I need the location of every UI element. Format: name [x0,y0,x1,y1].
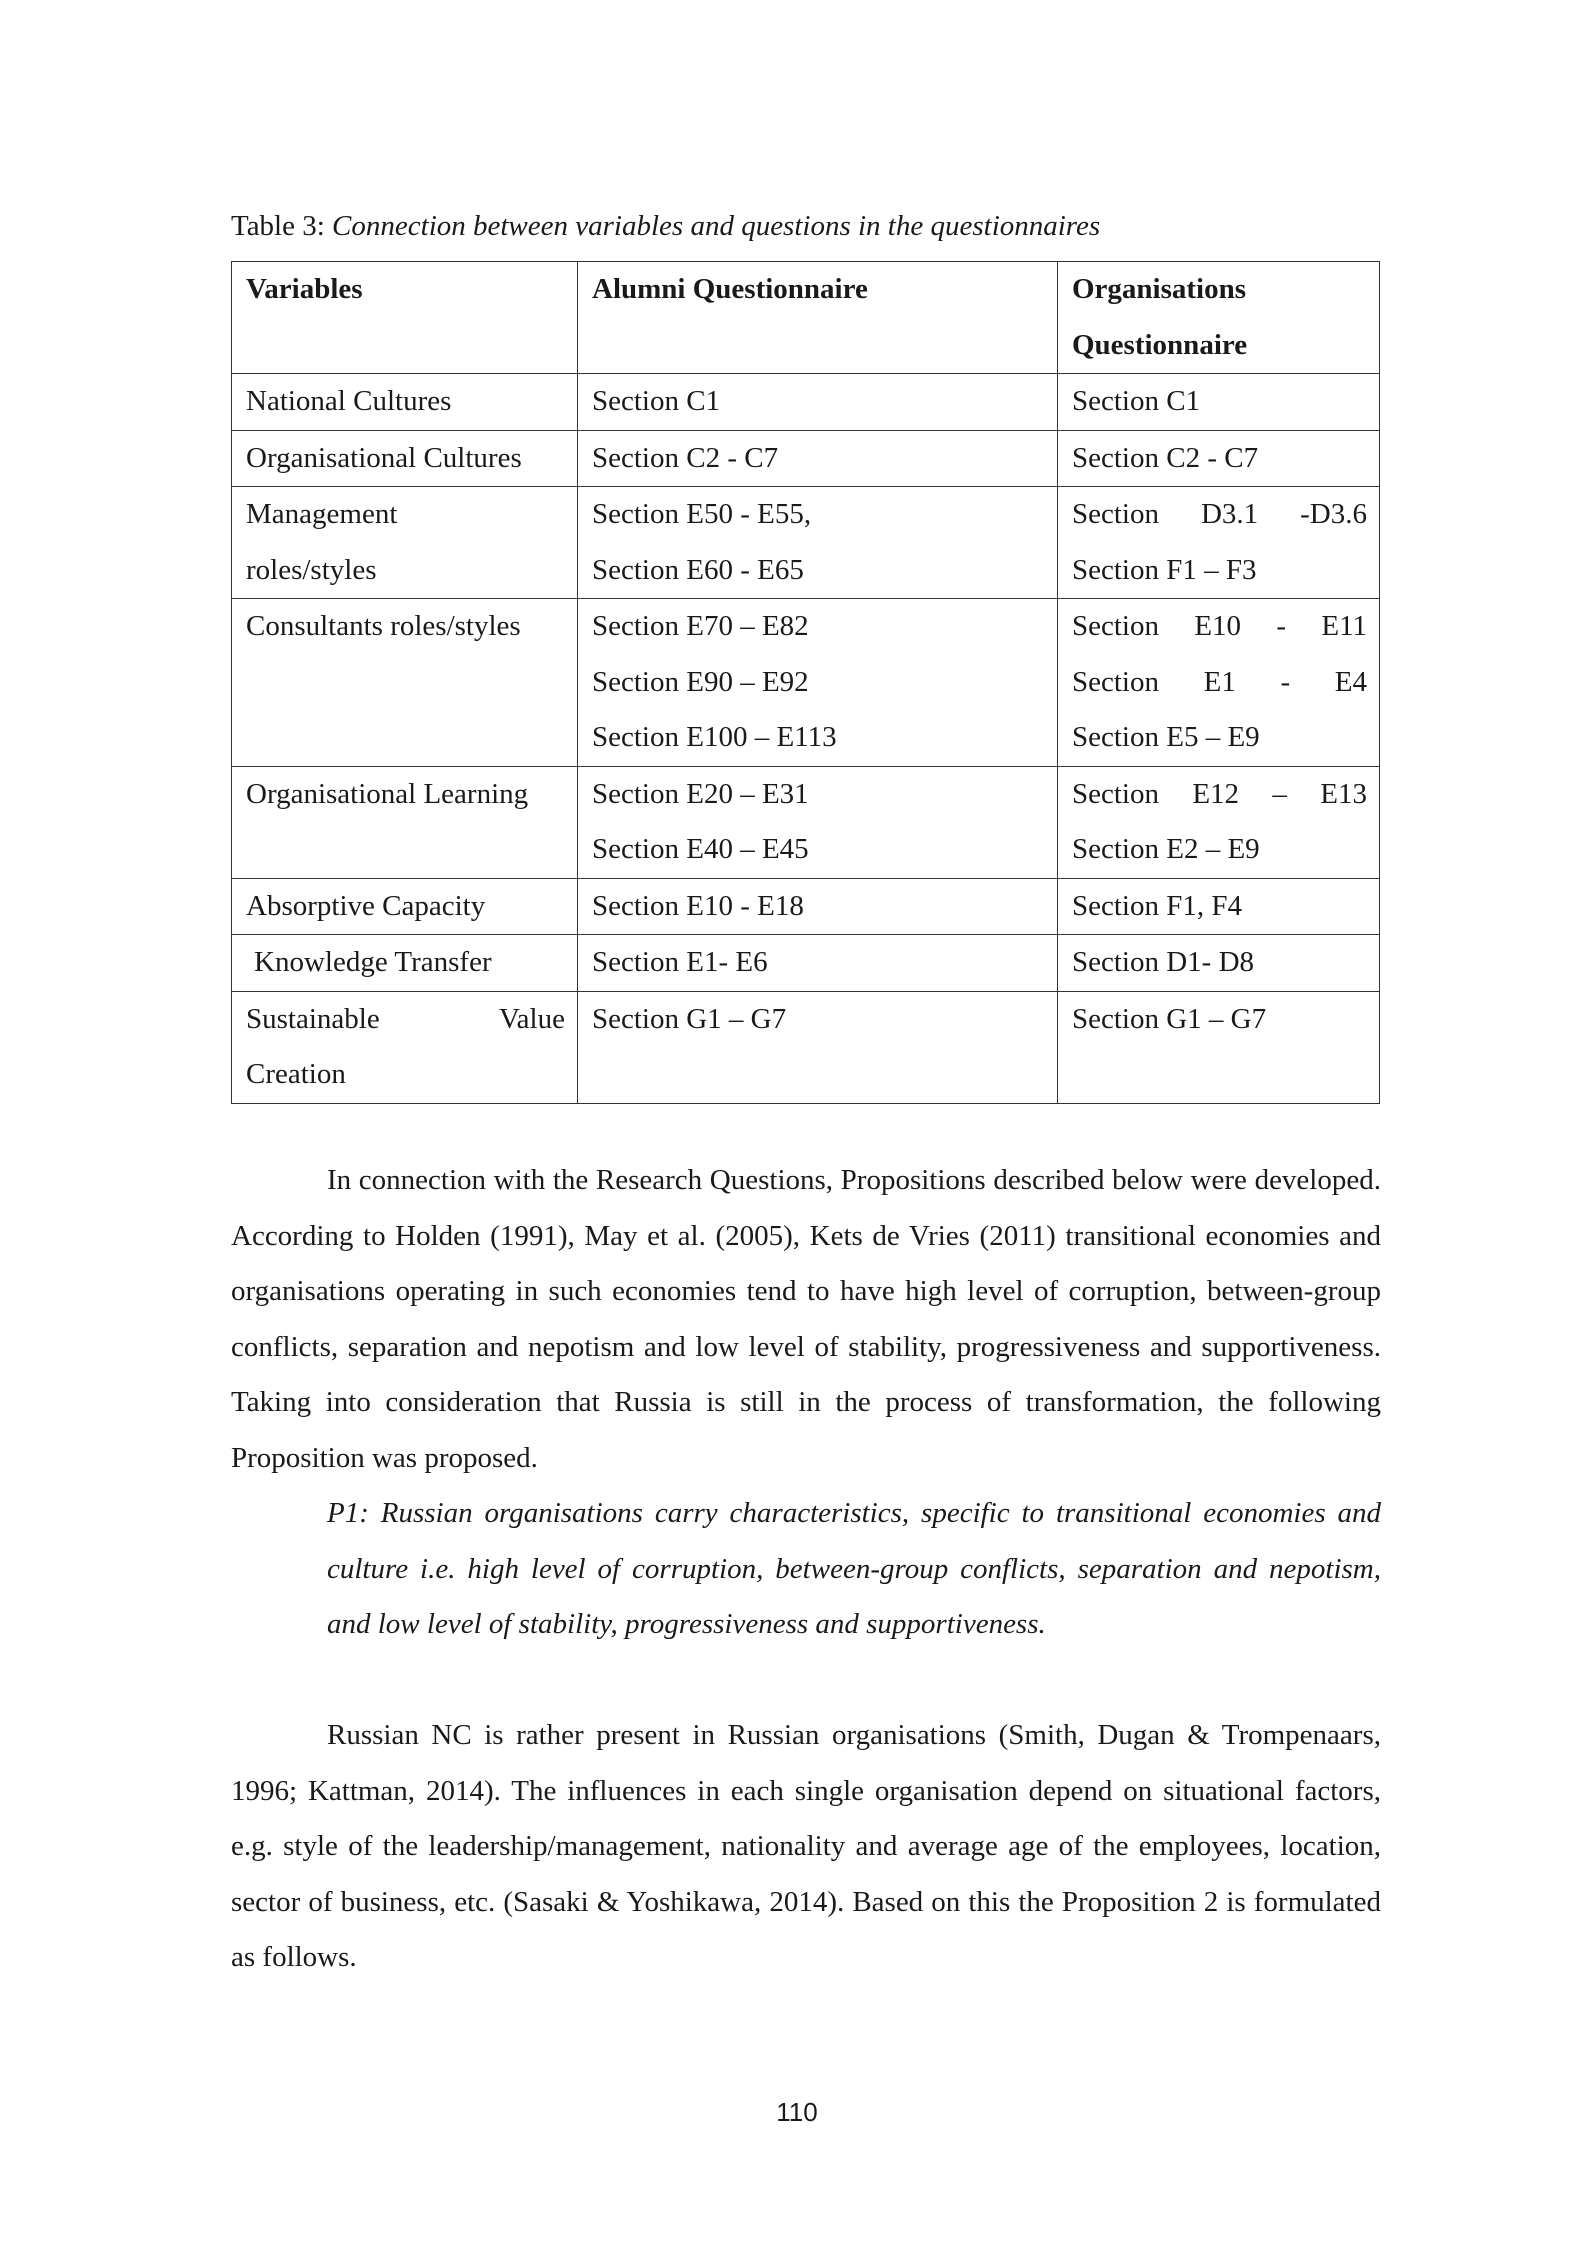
table-row [232,487,1380,599]
cell-alumni: Section E10 - E18 [578,878,1058,935]
paragraph-russian-nc [231,1708,1381,1986]
paragraph-text: In connection with the Research Questions, Propositions described below were developed. According to Holden (1991), May et al. (2005), Kets de Vries (2011) transitional economies and organisations operating in such economies tend to have high level of corruption, between-group conflicts, separation and nepotism and low level of stability, progressiveness and supportiveness. Taking into consideration that Russia is still in the process of transformation, the following Proposition was proposed. [231,1164,1381,1474]
cell-organisations: Section D1- D8 [1058,935,1380,992]
page-number: 110 [776,2097,818,2127]
cell-organisations: Section C1 [1058,374,1380,431]
cell-variable: Organisational Learning [232,766,578,878]
cell-alumni: Section E20 – E31 Section E40 – E45 [578,766,1058,878]
cell-organisations: Section E10 - E11 Section E1 - E4 Section E5 – E9 [1058,599,1380,767]
table-row [232,599,1380,767]
cell-organisations: Section C2 - C7 [1058,430,1380,487]
table-caption-title: Connection between variables and questions in the questionnaires [332,210,1101,242]
header-alumni-questionnaire: Alumni Questionnaire [578,262,1058,374]
cell-variable: Sustainable Value Creation [232,991,578,1103]
cell-variable: Consultants roles/styles [232,599,578,767]
table-row [232,991,1380,1103]
cell-variable: Organisational Cultures [232,430,578,487]
cell-alumni: Section E50 - E55, Section E60 - E65 [578,487,1058,599]
proposition-1 [327,1486,1381,1653]
variables-questions-table [231,261,1380,1104]
cell-organisations: Section G1 – G7 [1058,991,1380,1103]
header-organisations-questionnaire: Organisations Questionnaire [1058,262,1380,374]
table-header-row [232,262,1380,374]
cell-alumni: Section C1 [578,374,1058,431]
table-row [232,766,1380,878]
cell-variable: National Cultures [232,374,578,431]
proposition-text: P1: Russian organisations carry characteristics, specific to transitional economies and culture i.e. high level of corruption, between-group conflicts, separation and nepotism, and low level of stability, progressiveness and supportiveness. [327,1497,1381,1640]
table-caption-label: Table 3: [231,210,325,242]
table-row [232,935,1380,992]
table-caption [231,206,1381,246]
paragraph-text: Russian NC is rather present in Russian organisations (Smith, Dugan & Trompenaars, 1996; Kattman, 2014). The influences in each single organisation depend on situational factors, e.g. style of the leadership/management, nationality and average age of the employees, location, sector of business, etc. (Sasaki & Yoshikawa, 2014). Based on this the Proposition 2 is formulated as follows. [231,1719,1381,1973]
table-row [232,430,1380,487]
cell-alumni: Section E1- E6 [578,935,1058,992]
cell-alumni: Section C2 - C7 [578,430,1058,487]
cell-alumni: Section E70 – E82 Section E90 – E92 Section E100 – E113 [578,599,1058,767]
header-variables: Variables [232,262,578,374]
paragraph-research-questions [231,1153,1381,1486]
table-row [232,374,1380,431]
table-row [232,878,1380,935]
cell-variable: Absorptive Capacity [232,878,578,935]
cell-variable: Knowledge Transfer [232,935,578,992]
cell-alumni: Section G1 – G7 [578,991,1058,1103]
cell-organisations: Section E12 – E13 Section E2 – E9 [1058,766,1380,878]
cell-organisations: Section F1, F4 [1058,878,1380,935]
cell-organisations: Section D3.1 -D3.6 Section F1 – F3 [1058,487,1380,599]
cell-variable: Management roles/styles [232,487,578,599]
